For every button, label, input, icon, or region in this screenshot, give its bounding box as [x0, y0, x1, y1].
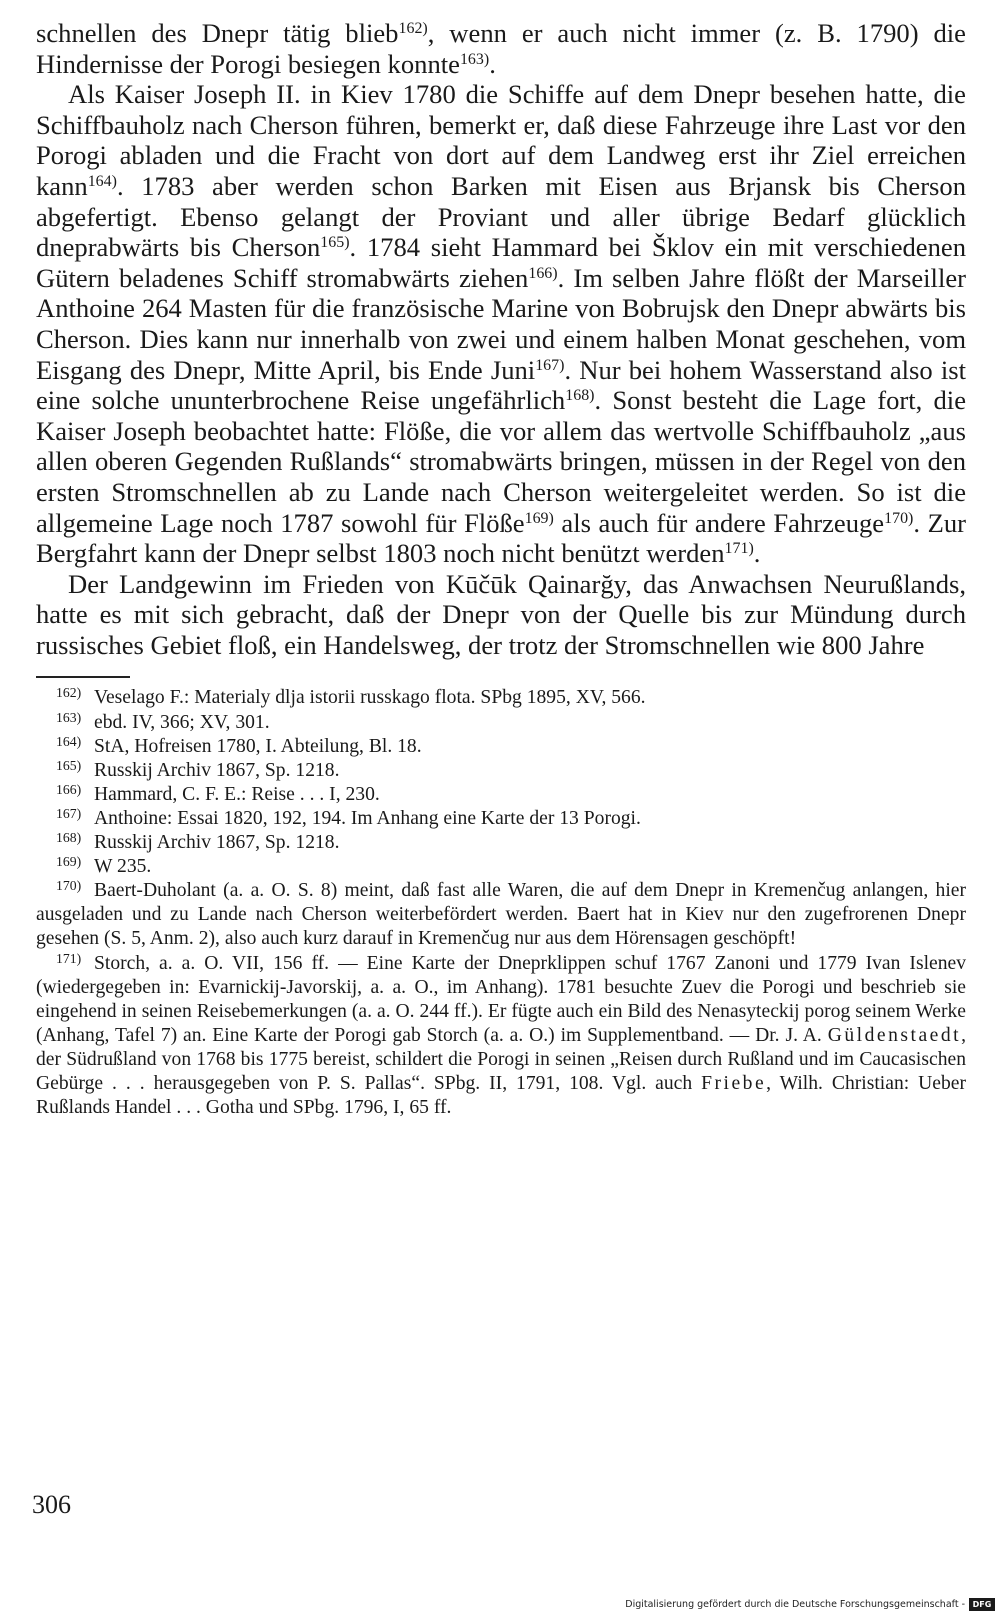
text-run: . Sonst besteht die Lage fort, die Kaiser Joseph beobachtet hatte: Flöße, die vor allem das wertvolle Schiffbauholz „aus allen oberen Gegenden Rußlands“ stromabwärts bringen, müssen in der Regel von den ersten Stromschnellen ab zu Lande nach Cherson weitergeleitet werden. So ist die allgemeine Lage noch 1787 sowohl für Flöße [36, 385, 967, 538]
footnote-number: 168) [56, 829, 82, 845]
footnote [36, 783, 966, 807]
text-run: . 1784 sieht Hammard bei Šklov ein mit verschiedenen Gütern beladenes Schiff stromabwärts ziehen [36, 232, 966, 293]
text-run: , der Südrußland von 1768 bis 1775 bereist, schildert die Porogi in seinen „Reisen durch Rußland und im Caucasischen Gebürge . . . herausgegeben von P. S. Pallas“. SPbg. II, 1791, 108. Vgl. auch [36, 1024, 966, 1094]
text-run: Russkij Archiv 1867, Sp. 1218. [94, 759, 340, 781]
text-run: Der Landgewinn im Frieden von Kūčūk Qainarğy, das Anwachsen Neurußlands, hatte es mit sich gebracht, daß der Dnepr von der Quelle bis zur Mündung durch russisches Gebiet floß, ein Handelsweg, der trotz der Stromschnellen wie 800 Jahre [36, 568, 966, 660]
footnote-number-wrap [36, 783, 94, 807]
text-run: . Zur Bergfahrt kann der Dnepr selbst 1803 noch nicht benützt werden [36, 507, 967, 569]
text-run: W 235. [94, 856, 152, 878]
footnote-number-wrap [36, 879, 94, 903]
footnote [36, 879, 966, 951]
footnote [36, 952, 966, 1121]
footnote [36, 807, 966, 831]
footnote-number: 162) [56, 685, 82, 701]
footnote-reference: 167) [535, 356, 565, 374]
footnote [36, 855, 966, 879]
footnote-reference: 166) [528, 264, 558, 282]
footnote-number-wrap [36, 855, 94, 879]
footnote-number: 166) [56, 781, 82, 797]
text-run: . Nur bei hohem Wasserstand also ist eine solche ununterbrochene Reise ungefährlich [36, 354, 966, 416]
text-run: Storch, a. a. O. VII, 156 ff. — Eine Karte der Dneprklippen schuf 1767 Zanoni und 1779 Ivan Islenev (wiedergegeben in: Evarnickij-Javorskij, a. a. O., im Anhang). 1781 besuchte Zuev die Porogi und beschrieb sie eingehend in seinen Reisebemerkungen (a. a. O. 244 ff.). Er fügte auch ein Bild des Nenasyteckij porog seinem Werke (Anhang, Tafel 7) an. Eine Karte der Porogi gab Storch (a. a. O.) im Supplementband. — Dr. J. A. [36, 952, 966, 1046]
main-text [36, 18, 966, 660]
footnote-number: 171) [56, 950, 82, 966]
credit-text: Digitalisierung gefördert durch die Deutsche Forschungsgemeinschaft - [625, 1598, 965, 1610]
footnote-number-wrap [36, 952, 94, 976]
author-name: Friebe [701, 1072, 767, 1094]
footnote-reference: 169) [524, 509, 554, 527]
footnote-number: 163) [56, 709, 82, 725]
footnote-separator [36, 676, 130, 678]
footnote-reference: 170) [884, 509, 914, 527]
text-run: Baert-Duholant (a. a. O. S. 8) meint, daß fast alle Waren, die auf dem Dnepr in Kremenčug anlangen, hier ausgeladen und zu Lande nach Cherson weiterbefördert werden. Baert hat in Kiev nur den zugefrorenen Dnepr gesehen (S. 5, Anm. 2), also auch kurz darauf in Kremenčug nur aus dem Hörensagen geschöpft! [36, 880, 966, 950]
text-run: . [489, 48, 496, 79]
text-run: Russkij Archiv 1867, Sp. 1218. [94, 832, 340, 854]
footnote-reference: 168) [565, 387, 595, 405]
text-run: ebd. IV, 366; XV, 301. [94, 711, 270, 733]
footnote-number: 169) [56, 853, 82, 869]
footnote [36, 759, 966, 783]
paragraph [36, 18, 966, 79]
text-run: Veselago F.: Materialy dlja istorii russkago flota. SPbg 1895, XV, 566. [94, 687, 646, 709]
paragraph [36, 79, 966, 569]
text-run: . 1783 aber werden schon Barken mit Eisen aus Brjansk bis Cherson abgefertigt. Ebenso gelangt der Proviant und aller übrige Bedarf glücklich dneprabwärts bis Cherson [36, 170, 966, 263]
footnote-number-wrap [36, 735, 94, 759]
text-run: Hammard, C. F. E.: Reise . . . I, 230. [94, 783, 380, 805]
footnote-number: 170) [56, 878, 82, 894]
footnote-number-wrap [36, 831, 94, 855]
dfg-logo-icon: DFG [969, 1598, 995, 1611]
footnote [36, 735, 966, 759]
footnote-number: 165) [56, 757, 82, 773]
author-name: Güldenstaedt [827, 1024, 962, 1046]
footnote-number-wrap [36, 711, 94, 735]
footnote [36, 711, 966, 735]
page-content [36, 18, 966, 1120]
digitization-credit [600, 1596, 995, 1612]
text-run: als auch für andere Fahrzeuge [553, 507, 885, 538]
footnote-reference: 171) [724, 540, 754, 558]
text-run: StA, Hofreisen 1780, I. Abteilung, Bl. 18. [94, 735, 422, 757]
text-run: . Im selben Jahre flößt der Marseiller Anthoine 264 Masten für die französische Marine von Bobrujsk den Dnepr abwärts bis Cherson. Dies kann nur innerhalb von zwei und einem halben Monat geschehen, vom Eisgang des Dnepr, Mitte April, bis Ende Juni [36, 262, 966, 385]
footnote-number-wrap [36, 686, 94, 710]
footnote-number: 167) [56, 805, 82, 821]
footnotes [36, 686, 966, 1120]
text-run: schnellen des Dnepr tätig blieb [36, 18, 399, 48]
text-run: Als Kaiser Joseph II. in Kiev 1780 die Schiffe auf dem Dnepr besehen hatte, die Schiffbauholz nach Cherson führen, bemerkt er, daß diese Fahrzeuge ihre Last vor den Porogi abladen und die Fracht von dort auf dem Landweg erst ihr Ziel erreichen kann [36, 79, 966, 201]
footnote-reference: 162) [398, 20, 428, 38]
footnote-reference: 163) [459, 50, 490, 68]
footnote-number: 164) [56, 733, 82, 749]
footnote-reference: 165) [320, 234, 350, 252]
footnote [36, 831, 966, 855]
footnote-number-wrap [36, 807, 94, 831]
footnote [36, 686, 966, 710]
text-run: . [753, 538, 761, 569]
paragraph [36, 569, 966, 661]
text-run: , Wilh. Christian: Ueber Rußlands Handel . . . Gotha und SPbg. 1796, I, 65 ff. [36, 1072, 966, 1119]
page-number: 306 [32, 1490, 71, 1519]
text-run: , wenn er auch nicht immer (z. B. 1790) die Hindernisse der Porogi besiegen konnte [36, 18, 966, 79]
footnote-number-wrap [36, 759, 94, 783]
text-run: Anthoine: Essai 1820, 192, 194. Im Anhang eine Karte der 13 Porogi. [94, 807, 641, 829]
footnote-reference: 164) [87, 173, 117, 191]
